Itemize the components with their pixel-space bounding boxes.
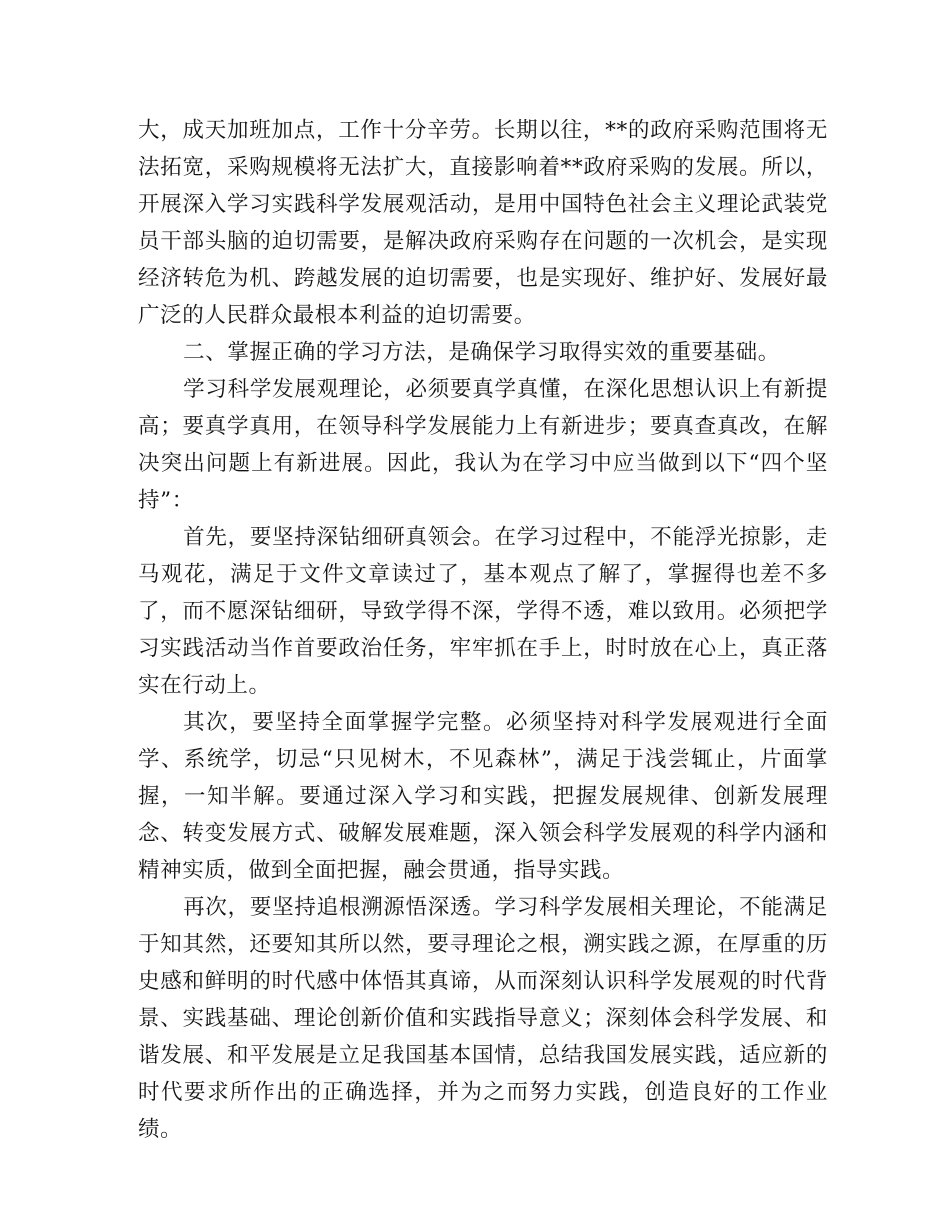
paragraph-1: 大，成天加班加点，工作十分辛劳。长期以往，**的政府采购范围将无法拓宽，采购规模将无法扩大，直接影响着**政府采购的发展。所以，开展深入学习实践科学发展观活动，是用中国特色社会主义理论武装党员干部头脑的迫切需要，是解决政府采购存在问题的一次机会，是实现经济转危为机、跨越发展的迫切需要，也是实现好、维护好、发展好最广泛的人民群众最根本利益的迫切需要。	[138, 118, 828, 328]
section-heading-2: 二、掌握正确的学习方法，是确保学习取得实效的重要基础。	[183, 340, 780, 365]
paragraph-4: 首先，要坚持深钻细研真领会。在学习过程中，不能浮光掠影，走马观花，满足于文件文章读过了，基本观点了解了，掌握得也差不多了，而不愿深钻细研，导致学得不深，学得不透，难以致用。必须把学习实践活动当作首要政治任务，牢牢抓在手上，时时放在心上，真正落实在行动上。	[138, 525, 828, 698]
document-page	[138, 112, 828, 1148]
paragraph-6: 再次，要坚持追根溯源悟深透。学习科学发展相关理论，不能满足于知其然，还要知其所以然，要寻理论之根，溯实践之源，在厚重的历史感和鲜明的时代感中体悟其真谛，从而深刻认识科学发展观的时代背景、实践基础、理论创新价值和实践指导意义；深刻体会科学发展、和谐发展、和平发展是立足我国基本国情，总结我国发展实践，适应新的时代要求所作出的正确选择，并为之而努力实践，创造良好的工作业绩。	[138, 895, 828, 1142]
paragraph-5: 其次，要坚持全面掌握学完整。必须坚持对科学发展观进行全面学、系统学，切忌“只见树木，不见森林”，满足于浅尝辄止，片面掌握，一知半解。要通过深入学习和实践，把握发展规律、创新发展理念、转变发展方式、破解发展难题，深入领会科学发展观的科学内涵和精神实质，做到全面把握，融会贯通，指导实践。	[138, 710, 828, 883]
paragraph-3: 学习科学发展观理论，必须要真学真懂，在深化思想认识上有新提高；要真学真用，在领导科学发展能力上有新进步；要真查真改，在解决突出问题上有新进展。因此，我认为在学习中应当做到以下“四个坚持”：	[138, 377, 828, 513]
